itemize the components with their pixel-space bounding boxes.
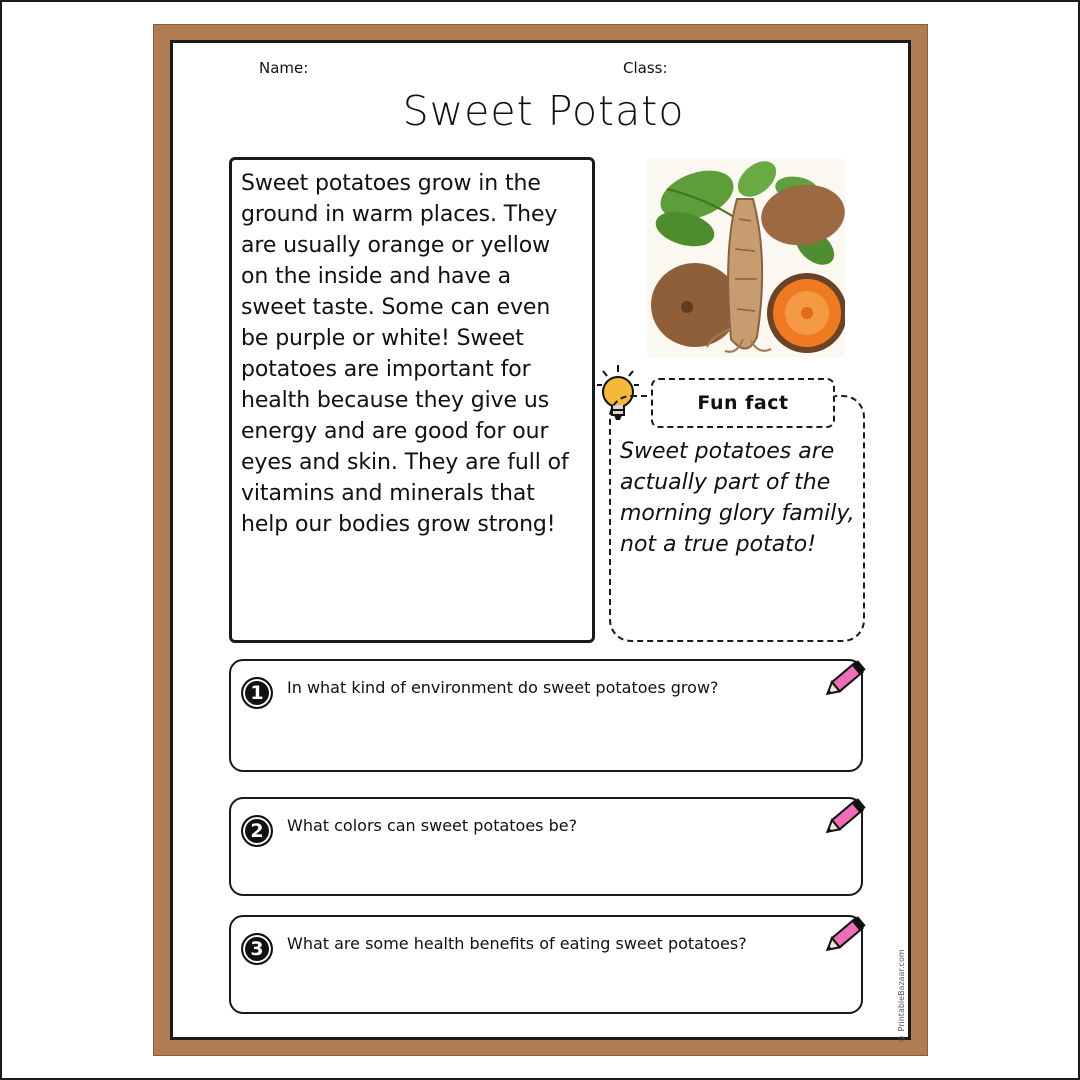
sweet-potato-illustration (647, 159, 845, 357)
reading-passage-box (229, 157, 595, 643)
worksheet (170, 40, 911, 1043)
question-text: What are some health benefits of eating sweet potatoes? (287, 934, 747, 953)
question-number: 3 (241, 933, 273, 965)
question-1-box[interactable] (229, 659, 863, 772)
question-text: What colors can sweet potatoes be? (287, 816, 578, 835)
pencil-icon (819, 909, 871, 961)
pencil-icon (819, 653, 871, 705)
class-label: Class: (623, 59, 668, 77)
copyright-text: © PrintableBazaar.com (897, 949, 906, 1043)
reading-passage: Sweet potatoes grow in the ground in warm places. They are usually orange or yellow on the inside and have a sweet taste. Some can even be purple or white! Sweet potatoes are important for health because they give us energy and are good for our eyes and skin. They are full of vitamins and minerals that help our bodies grow strong! (241, 171, 569, 537)
pencil-icon (819, 791, 871, 843)
page-title: Sweet Potato (402, 87, 685, 135)
fun-fact-heading: Fun fact (651, 378, 835, 428)
question-3-box[interactable] (229, 915, 863, 1014)
question-text: In what kind of environment do sweet potatoes grow? (287, 678, 719, 697)
question-number: 2 (241, 815, 273, 847)
question-number: 1 (241, 677, 273, 709)
fun-fact-text: Sweet potatoes are actually part of the morning glory family, not a true potato! (620, 439, 855, 557)
name-label: Name: (259, 59, 309, 77)
question-2-box[interactable] (229, 797, 863, 896)
